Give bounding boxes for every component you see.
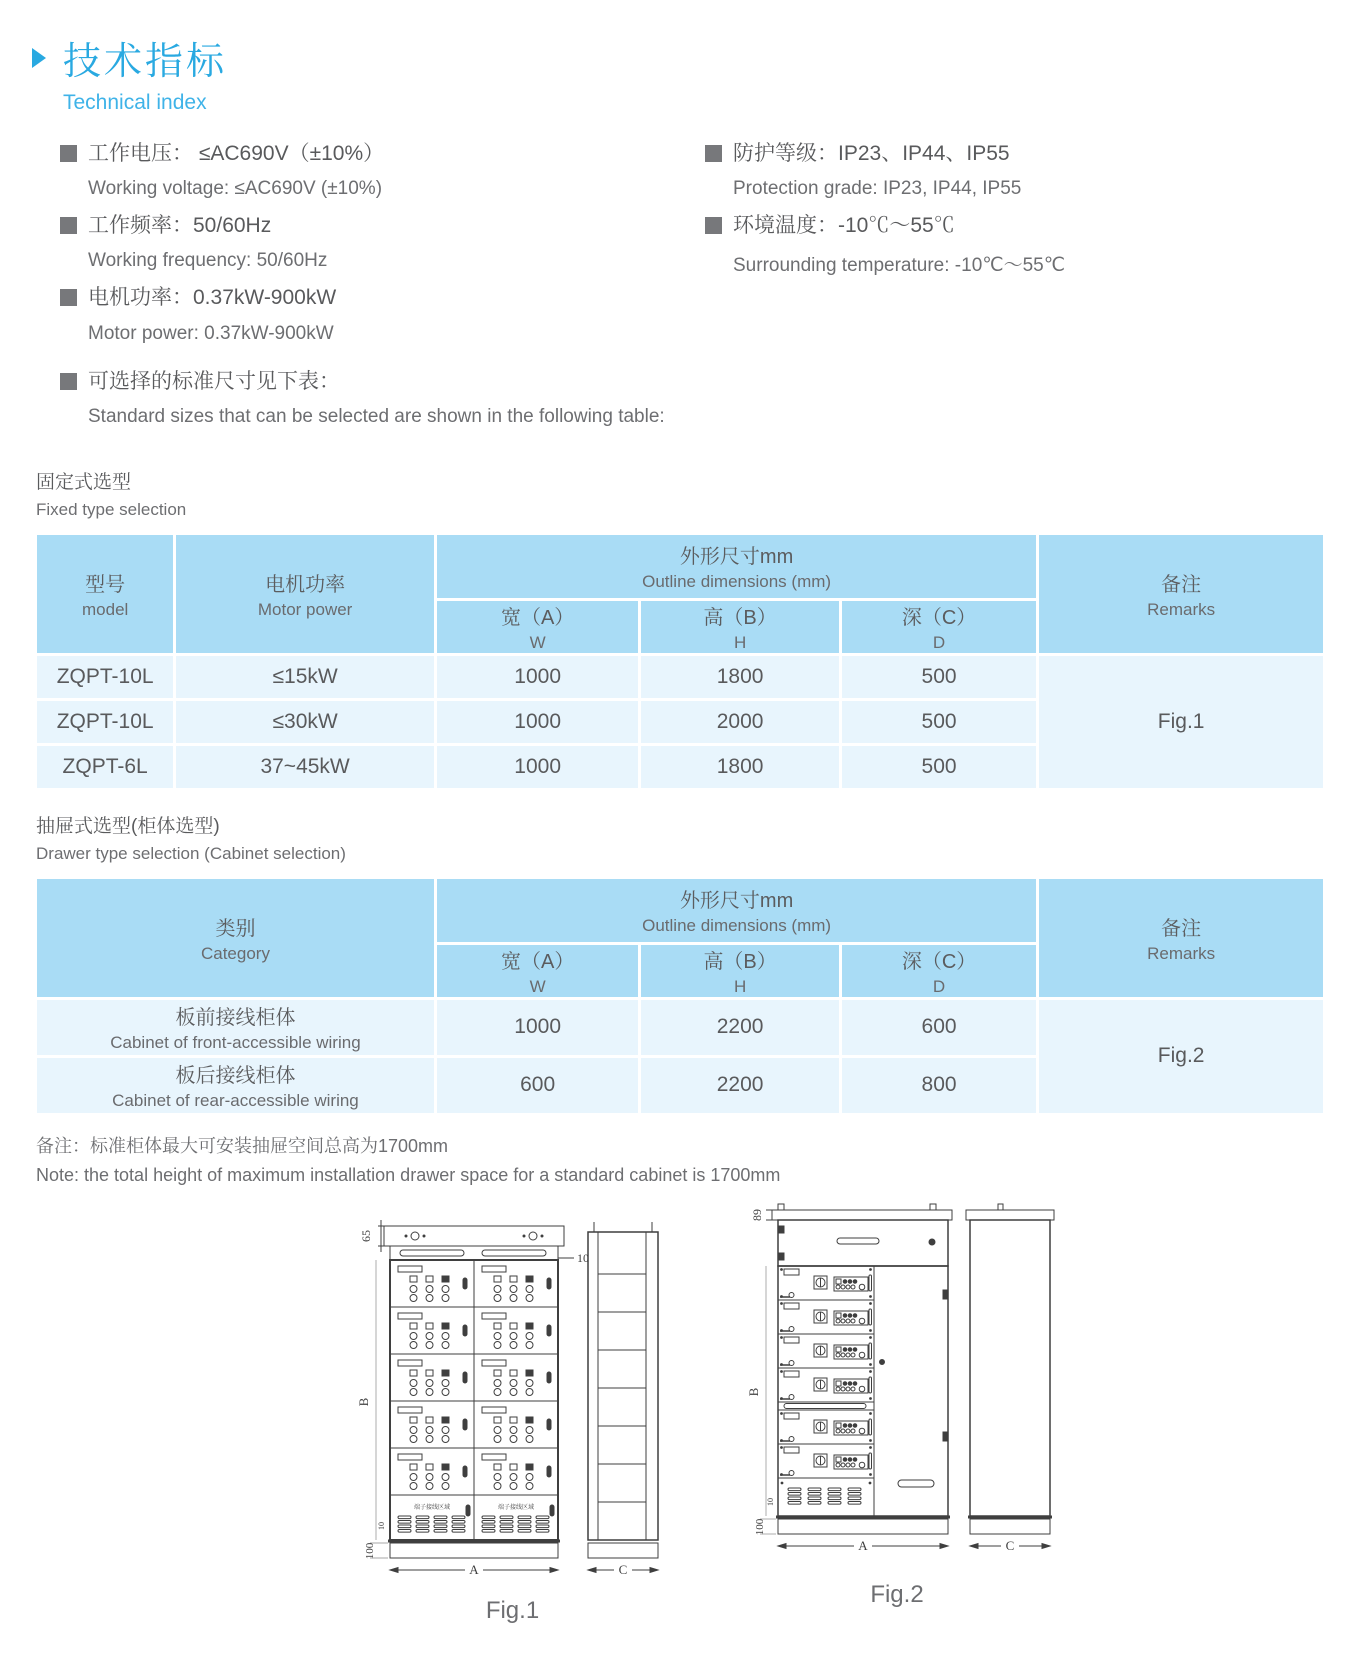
cell-power: 37~45kW (175, 744, 436, 789)
footnote (36, 1132, 1327, 1186)
square-bullet-icon (60, 145, 77, 162)
fig1-dim-10-top: 10 (577, 1250, 589, 1265)
col-header-height: 高（B） H (640, 599, 840, 654)
fig2-dim-A: A (858, 1537, 868, 1553)
cell-model: ZQPT-6L (36, 744, 175, 789)
cell-model: ZQPT-10L (36, 654, 175, 699)
fig1-caption: Fig.1 (485, 1596, 540, 1624)
figure-1 (340, 1210, 685, 1625)
fig1-front-view (370, 1220, 574, 1576)
col-header-remarks: 备注 Remarks (1038, 877, 1325, 998)
cell-depth: 500 (840, 744, 1037, 789)
fig2-dim-C: C (1005, 1537, 1015, 1553)
spec-en-text: Surrounding temperature: -10℃～55℃ (733, 255, 1066, 277)
fig1-terminal-area-label: 端子接线区域 (413, 1504, 451, 1511)
section-title-zh: 固定式选型 (36, 471, 132, 493)
fig1-side-view (588, 1222, 658, 1576)
spec-item-voltage (60, 141, 705, 200)
spec-en-text: Working voltage: ≤AC690V (±10%) (88, 178, 383, 200)
fig2-dim-100: 100 (754, 1518, 766, 1535)
col-header-remarks: 备注 Remarks (1038, 533, 1325, 654)
fig1-dim-A: A (469, 1561, 479, 1577)
spec-zh-text: 可选择的标准尺寸见下表： (88, 369, 340, 393)
cell-width: 1000 (435, 998, 639, 1056)
fig2-dim-89: 89 (750, 1208, 764, 1221)
spec-zh-text: 工作频率：50/60Hz (88, 214, 272, 238)
spec-item-temperature (705, 213, 1327, 277)
footnote-en: Note: the total height of maximum installation drawer space for a standard cabinet is 1700mm (36, 1164, 781, 1185)
cell-width: 1000 (435, 654, 639, 699)
fig1-dim-C: C (618, 1561, 628, 1577)
cell-depth: 800 (840, 1056, 1037, 1114)
spec-zh-text: 工作电压： ≤AC690V（±10%） (88, 142, 385, 165)
drawer-type-table (34, 876, 1326, 1116)
col-header-outline-dimensions: 外形尺寸mm Outline dimensions (mm) (435, 533, 1037, 599)
figures-area (32, 1192, 1327, 1642)
fig1-dim-100: 100 (364, 1542, 376, 1559)
fig1-dim-65: 65 (359, 1229, 373, 1242)
cell-depth: 500 (840, 699, 1037, 744)
fig2-dim-B: B (746, 1387, 761, 1397)
col-header-height: 高（B） H (640, 943, 840, 998)
spec-item-protection-grade (705, 141, 1327, 200)
col-header-motor-power: 电机功率 Motor power (175, 533, 436, 654)
cell-height: 2200 (640, 1056, 840, 1114)
fig1-dim-B: B (356, 1397, 371, 1407)
square-bullet-icon (60, 217, 77, 234)
col-header-width: 宽（A） W (435, 599, 639, 654)
page-title-row (32, 30, 1327, 85)
cell-height: 2000 (640, 699, 840, 744)
spec-list (60, 141, 1327, 441)
square-bullet-icon (705, 145, 722, 162)
spec-column-left (60, 141, 705, 441)
cell-width: 1000 (435, 699, 639, 744)
col-header-category: 类别 Category (36, 877, 436, 998)
col-header-depth: 深（C） D (840, 599, 1037, 654)
cell-depth: 500 (840, 654, 1037, 699)
square-bullet-icon (60, 373, 77, 390)
footnote-zh: 备注：标准柜体最大可安装抽屉空间总高为1700mm (36, 1135, 449, 1156)
cell-depth: 600 (840, 998, 1037, 1056)
spec-column-right (705, 141, 1327, 441)
fig2-dim-10-small: 10 (766, 1497, 775, 1506)
fig1-drawing (340, 1210, 685, 1588)
fig1-terminal-area-label: 端子接线区域 (497, 1504, 535, 1511)
fig2-side-view (966, 1204, 1054, 1552)
section-title-en: Drawer type selection (Cabinet selection) (36, 843, 346, 863)
fig2-drawing (732, 1192, 1062, 1572)
spec-zh-text: 防护等级：IP23、IP44、IP55 (733, 142, 1010, 165)
cell-remarks: Fig.1 (1038, 654, 1325, 789)
spec-item-motor-power (60, 285, 705, 344)
col-header-width: 宽（A） W (435, 943, 639, 998)
section-title-en: Fixed type selection (36, 499, 187, 519)
cell-height: 1800 (640, 654, 840, 699)
cell-power: ≤15kW (175, 654, 436, 699)
square-bullet-icon (705, 217, 722, 234)
cell-category: 板后接线柜体 Cabinet of rear-accessible wiring (36, 1056, 436, 1114)
spec-zh-text: 电机功率：0.37kW-900kW (88, 286, 337, 310)
figure-2 (732, 1192, 1062, 1609)
spec-item-frequency (60, 213, 705, 272)
square-bullet-icon (60, 289, 77, 306)
fixed-type-table (34, 532, 1326, 791)
cell-height: 1800 (640, 744, 840, 789)
fig2-caption: Fig.2 (870, 1580, 924, 1608)
col-header-model: 型号 model (36, 533, 175, 654)
cell-remarks: Fig.2 (1038, 998, 1325, 1114)
cell-height: 2200 (640, 998, 840, 1056)
triangle-bullet-icon (32, 48, 46, 68)
spec-zh-text: 环境温度：-10℃～55℃ (733, 214, 955, 238)
table-row (36, 654, 1325, 699)
page-title: 技术指标 (63, 41, 228, 83)
spec-en-text: Standard sizes that can be selected are shown in the following table: (88, 405, 665, 427)
page-subtitle: Technical index (63, 91, 207, 114)
cell-power: ≤30kW (175, 699, 436, 744)
section-drawer-type (36, 811, 1327, 864)
col-header-outline-dimensions: 外形尺寸mm Outline dimensions (mm) (435, 877, 1037, 943)
spec-item-standard-sizes (60, 369, 705, 428)
spec-en-text: Protection grade: IP23, IP44, IP55 (733, 178, 1022, 200)
spec-en-text: Motor power: 0.37kW-900kW (88, 322, 334, 344)
spec-en-text: Working frequency: 50/60Hz (88, 250, 328, 272)
cell-width: 600 (435, 1056, 639, 1114)
cell-model: ZQPT-10L (36, 699, 175, 744)
col-header-depth: 深（C） D (840, 943, 1037, 998)
cell-width: 1000 (435, 744, 639, 789)
section-title-zh: 抽屉式选型(柜体选型) (36, 815, 220, 837)
table-row (36, 998, 1325, 1056)
cell-category: 板前接线柜体 Cabinet of front-accessible wiring (36, 998, 436, 1056)
fig2-front-view (760, 1204, 952, 1552)
section-fixed-type (36, 467, 1327, 520)
fig1-dim-10-small: 10 (377, 1521, 386, 1530)
